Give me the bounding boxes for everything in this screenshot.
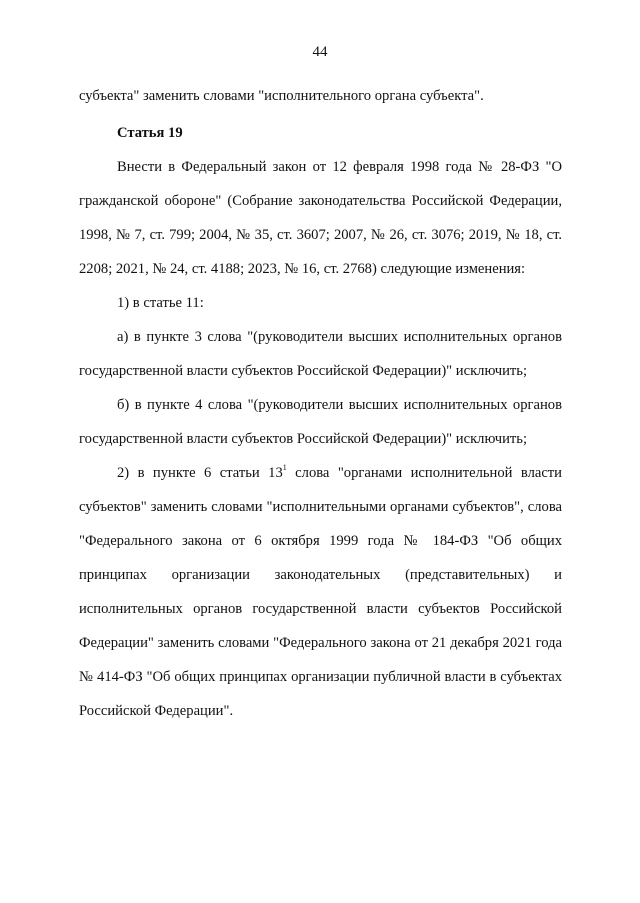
item-2: [79, 456, 562, 728]
item-2-superscript: 1: [282, 463, 287, 472]
document-body: [79, 79, 562, 728]
page-number: 44: [312, 44, 328, 60]
item-1b: б) в пункте 4 слова "(руководители высших исполнительных органов государственной власти субъектов Российской Федерации)" исключить;: [79, 397, 562, 447]
item-2-rest: слова "органами исполнительной власти субъектов" заменить словами "исполнительными органами субъектов", слова "Федерального закона от 6 октября 1999 года № 184-ФЗ "Об общих принципах организации законодательных (представительных) и исполнительных органов государственной власти субъектов Российской Федерации" заменить словами "Федерального закона от 21 декабря 2021 года № 414-ФЗ "Об общих принципах организации публичной власти в субъектах Российской Федерации".: [79, 465, 562, 719]
item-1a: а) в пункте 3 слова "(руководители высших исполнительных органов государственной власти субъектов Российской Федерации)" исключить;: [79, 329, 562, 379]
item-2-start: 2) в пункте 6 статьи 13: [117, 465, 283, 481]
intro-paragraph: Внести в Федеральный закон от 12 февраля 1998 года № 28-ФЗ "О гражданской обороне" (Собрание законодательства Российской Федерации, 1998, № 7, ст. 799; 2004, № 35, ст. 3607; 2007, № 26, ст. 3076; 2019, № 18, ст. 2208; 2021, № 24, ст. 4188; 2023, № 16, ст. 2768) следующие изменения:: [79, 159, 562, 277]
article-heading: Статья 19: [117, 125, 183, 141]
item-1: 1) в статье 11:: [117, 295, 204, 311]
continuation-paragraph: субъекта" заменить словами "исполнительного органа субъекта".: [79, 88, 484, 104]
